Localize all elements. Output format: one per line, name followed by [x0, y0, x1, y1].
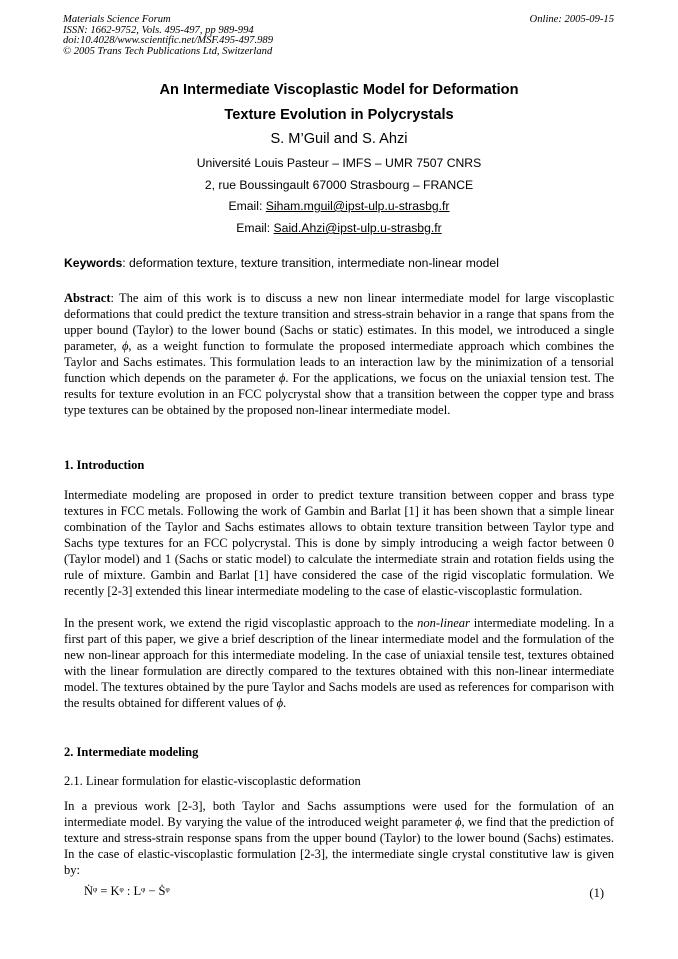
intro-text-3: . — [283, 696, 287, 710]
phi-symbol: ϕ — [454, 815, 462, 829]
journal-copyright: © 2005 Trans Tech Publications Ltd, Switzerland — [63, 45, 273, 57]
abstract-text-2: , as a weight function to formulate the proposed intermediate approach which combines the Taylor and Sachs estimates. This formulation leads to an interaction law by the minimization of a tensorial function which depends on the parameter — [64, 339, 614, 385]
affiliation-line2: 2, rue Boussingault 67000 Strasbourg – FRANCE — [204, 178, 474, 192]
abstract-paragraph — [64, 290, 614, 418]
keywords-label: Keywords — [64, 256, 123, 270]
email-link-1[interactable]: Siham.mguil@ipst-ulp.u-strasbg.fr — [265, 199, 450, 213]
abstract-label: Abstract — [64, 291, 111, 305]
paper-title-line1: An Intermediate Viscoplastic Model for Deformation — [159, 82, 519, 98]
equation-1: Ṅᵠ = Kᵠ : Lᵠ − Ṡᵠ — [84, 884, 170, 898]
email-label: Email: — [228, 199, 266, 213]
section-2-1-text-2: , we find that the prediction of texture and stress-strain response spans from the upper bound (Taylor) to the lower bound (Sachs) estimates. In the case of elastic-viscoplastic formulation [2-3], the intermediate single crystal constitutive law is given by: — [64, 815, 614, 877]
equation-1-number: (1) — [589, 886, 604, 900]
section-2-heading: 2. Intermediate modeling — [64, 745, 199, 759]
email-line2 — [0, 221, 678, 235]
keywords-text: : deformation texture, texture transition, intermediate non-linear model — [122, 256, 499, 270]
section-2-1-text-1: In a previous work [2-3], both Taylor and Sachs assumptions were used for the formulation of an intermediate model. By varying the value of the introduced weight parameter — [64, 799, 614, 829]
journal-header — [63, 15, 273, 57]
section-2-1-paragraph — [64, 798, 614, 878]
section-2-1-heading: 2.1. Linear formulation for elastic-viscoplastic deformation — [64, 774, 361, 788]
abstract-text-1: : The aim of this work is to discuss a new non linear intermediate model for large viscoplastic deformations that could predict the texture transition and stress-strain behavior in a range that spans from the upper bound (Taylor) to the lower bound (Sachs or static) estimates. In this model, we introduced a single parameter, — [64, 291, 614, 353]
phi-symbol: ϕ — [121, 339, 129, 353]
keywords — [64, 255, 614, 271]
journal-name: Materials Science Forum — [63, 14, 171, 25]
introduction-paragraph-1: Intermediate modeling are proposed in order to predict texture transition between copper and brass type textures in FCC metals. Following the work of Gambin and Barlat [1] it has been shown that a simple linear combination of the Taylor and Sachs estimates allows to obtain texture transition between Taylor type and Sachs type textures for an FCC polycrystal. This is done by simply introducing a weigh factor between 0 (Taylor model) and 1 (Sachs or static model) to calculate the intermediate strain and rotation fields using the rule of mixture. Gambin and Barlat [1] have considered the case of the rigid viscoplatic formulation. We recently [2-3] extended this linear intermediate modeling to the case of elastic-viscoplastic formulation. — [64, 488, 614, 598]
journal-doi: doi:10.4028/www.scientific.net/MSF.495-497.989 — [63, 35, 273, 47]
intro-text-1: In the present work, we extend the rigid viscoplastic approach to the — [64, 616, 414, 630]
phi-symbol: ϕ — [276, 696, 284, 710]
section-1-heading: 1. Introduction — [64, 458, 145, 472]
introduction-paragraph-2 — [64, 615, 614, 711]
intro-text-2: intermediate modeling. In a first part of this paper, we give a brief description of the linear intermediate model and the formulation of the new non-linear approach for this intermediate modeling. In the case of uniaxial tensile test, textures obtained with the linear formulation are directly compared to the textures obtained with this non-linear intermediate model. The textures obtained by the pure Taylor and Sachs models are used as references for comparison with the results obtained for different values of — [64, 616, 614, 710]
email-line1 — [0, 199, 678, 213]
email-label: Email: — [236, 221, 274, 235]
paper-title-line2: Texture Evolution in Polycrystals — [224, 107, 454, 123]
phi-symbol: ϕ — [278, 371, 286, 385]
online-date: Online: 2005-09-15 — [529, 14, 614, 25]
paper-authors: S. M’Guil and S. Ahzi — [270, 131, 408, 147]
intro-emphasis: non-linear — [417, 616, 470, 630]
affiliation-line1: Université Louis Pasteur – IMFS – UMR 7507 CNRS — [196, 156, 482, 170]
abstract-text-3: . For the applications, we focus on the uniaxial tension test. The results for texture evolution in an FCC polycrystal show that a transition between the copper type and brass type textures can be obtained by the proposed non-linear intermediate model. — [64, 371, 615, 417]
journal-issn: ISSN: 1662-9752, Vols. 495-497, pp 989-994 — [63, 24, 254, 36]
email-link-2[interactable]: Said.Ahzi@ipst-ulp.u-strasbg.fr — [273, 221, 442, 235]
